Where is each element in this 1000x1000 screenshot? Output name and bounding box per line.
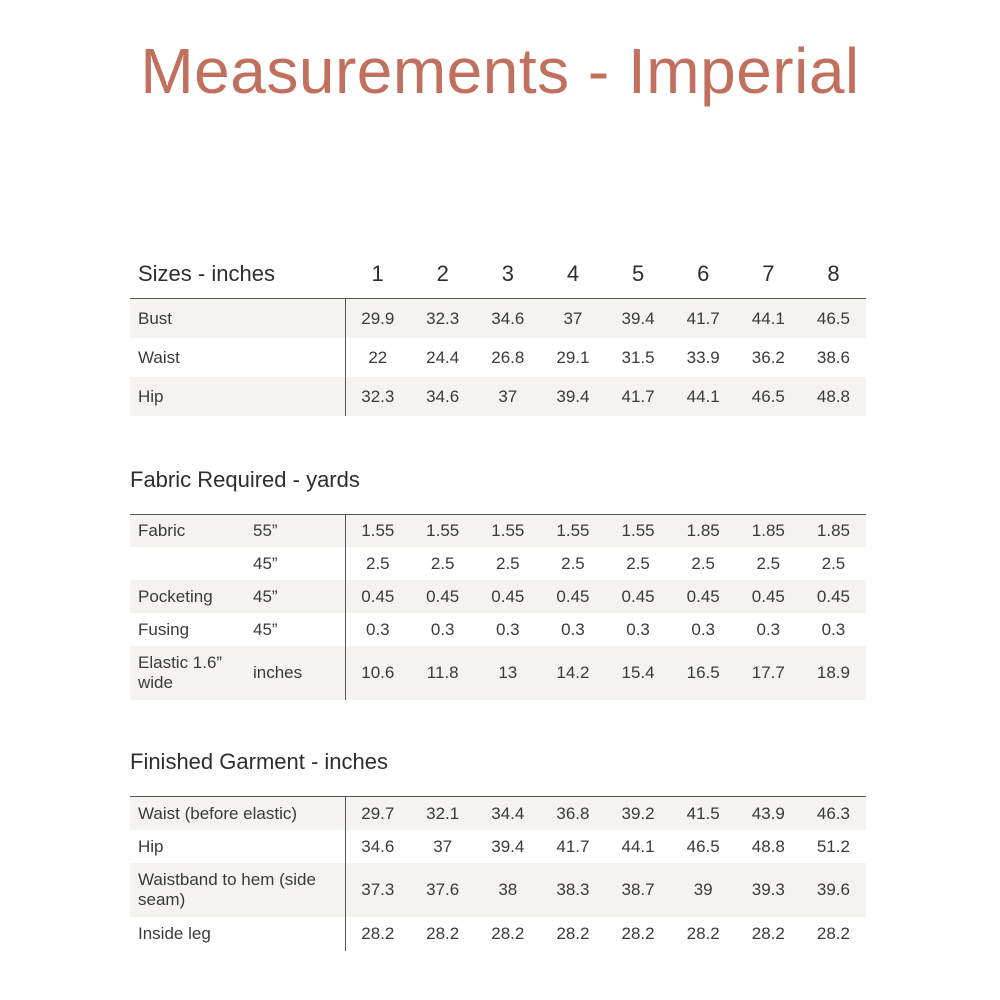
table-cell: 0.3 [561, 619, 585, 639]
table-cell: 0.45 [410, 580, 475, 613]
table-cell: 2.5 [821, 553, 846, 573]
table-cell: 36.8 [540, 797, 605, 830]
table-cell: 28.2 [621, 924, 655, 943]
finished-section [130, 744, 866, 951]
table-row [130, 338, 866, 377]
row-unit: inches [253, 646, 345, 700]
table-row [130, 580, 866, 613]
table-cell: 48.8 [801, 377, 866, 416]
table-cell: 41.7 [556, 836, 590, 856]
size-header-6: 6 [697, 261, 710, 286]
table-cell: 38 [475, 863, 540, 917]
size-header-7: 7 [762, 261, 775, 286]
table-cell: 0.45 [606, 580, 671, 613]
table-cell: 28.2 [816, 924, 850, 943]
table-cell: 39.4 [540, 377, 605, 416]
table-cell: 1.85 [736, 515, 801, 547]
table-cell: 51.2 [816, 836, 850, 856]
table-row [130, 646, 866, 700]
table-cell: 28.2 [686, 924, 720, 943]
table-cell: 0.3 [345, 613, 410, 646]
table-cell: 28.2 [426, 924, 460, 943]
table-cell: 1.55 [540, 515, 605, 547]
table-cell: 10.6 [345, 646, 410, 700]
row-unit: 45” [253, 619, 278, 639]
table-cell: 34.6 [345, 830, 410, 863]
sizes-header-row [130, 250, 866, 298]
table-cell: 39.4 [491, 836, 525, 856]
table-cell: 2.5 [561, 553, 585, 573]
row-label: Waistband to hem (side seam) [130, 863, 345, 917]
table-cell: 34.6 [410, 377, 475, 416]
table-cell: 13 [475, 646, 540, 700]
table-cell: 0.45 [801, 580, 866, 613]
table-cell: 37.6 [410, 863, 475, 917]
table-cell: 17.7 [736, 646, 801, 700]
table-cell: 0.45 [475, 580, 540, 613]
table-cell: 0.3 [430, 619, 455, 639]
table-cell: 14.2 [540, 646, 605, 700]
table-cell: 29.1 [556, 347, 590, 367]
size-header-5: 5 [631, 261, 645, 286]
fabric-section-title: Fabric Required - yards [130, 467, 360, 492]
table-cell: 1.85 [801, 515, 866, 547]
table-row [130, 797, 866, 830]
table-cell: 0.45 [345, 580, 410, 613]
row-label: Waist [138, 347, 180, 367]
table-cell: 0.3 [756, 619, 781, 639]
table-cell: 29.7 [345, 797, 410, 830]
table-cell: 46.3 [801, 797, 866, 830]
table-cell: 18.9 [801, 646, 866, 700]
row-unit: 45” [253, 580, 345, 613]
table-cell: 28.2 [556, 924, 590, 943]
table-row [130, 515, 866, 547]
table-cell: 24.4 [426, 347, 460, 367]
table-row [130, 830, 866, 863]
table-cell: 1.55 [475, 515, 540, 547]
table-cell: 39.3 [736, 863, 801, 917]
table-row [130, 917, 866, 951]
sizes-header-label: Sizes - inches [138, 261, 275, 286]
table-cell: 37 [475, 377, 540, 416]
table-row [130, 377, 866, 416]
table-row [130, 863, 866, 917]
row-label: Elastic 1.6” wide [130, 646, 253, 700]
table-cell: 41.5 [671, 797, 736, 830]
table-cell: 1.85 [671, 515, 736, 547]
table-cell: 41.7 [671, 299, 736, 338]
sizes-section [130, 250, 866, 416]
table-cell: 44.1 [671, 377, 736, 416]
table-cell: 0.45 [736, 580, 801, 613]
table-cell: 38.3 [540, 863, 605, 917]
size-header-1: 1 [371, 261, 384, 286]
table-cell: 46.5 [736, 377, 801, 416]
table-cell: 1.55 [345, 515, 410, 547]
table-cell: 39 [671, 863, 736, 917]
table-row [130, 613, 866, 646]
sizes-table [130, 299, 866, 416]
table-cell: 0.3 [626, 619, 650, 639]
table-cell: 28.2 [491, 924, 525, 943]
table-cell: 0.3 [495, 619, 520, 639]
table-cell: 39.4 [606, 299, 671, 338]
size-header-8: 8 [827, 261, 840, 286]
table-cell: 0.3 [821, 619, 846, 639]
table-cell: 33.9 [686, 347, 720, 367]
table-cell: 1.55 [606, 515, 671, 547]
size-header-3: 3 [501, 261, 514, 286]
table-cell: 36.2 [751, 347, 785, 367]
table-cell: 39.2 [606, 797, 671, 830]
table-cell: 0.45 [671, 580, 736, 613]
table-cell: 44.1 [621, 836, 655, 856]
table-cell: 34.6 [475, 299, 540, 338]
table-row [130, 547, 866, 580]
table-cell: 29.9 [345, 299, 410, 338]
table-cell: 46.5 [686, 836, 720, 856]
row-label: Fusing [138, 619, 190, 639]
table-cell: 43.9 [736, 797, 801, 830]
table-cell: 2.5 [430, 553, 455, 573]
row-label: Bust [130, 299, 345, 338]
table-cell: 44.1 [736, 299, 801, 338]
row-label: Waist (before elastic) [130, 797, 345, 830]
page-title: Measurements - Imperial [140, 35, 860, 107]
table-cell: 2.5 [756, 553, 781, 573]
table-cell: 32.1 [410, 797, 475, 830]
table-cell: 15.4 [606, 646, 671, 700]
table-cell: 26.8 [491, 347, 525, 367]
table-cell: 37.3 [345, 863, 410, 917]
size-header-4: 4 [566, 261, 580, 286]
fabric-section [130, 462, 866, 700]
table-cell: 2.5 [691, 553, 715, 573]
row-label: Hip [130, 377, 345, 416]
table-cell: 38.7 [606, 863, 671, 917]
table-cell: 41.7 [606, 377, 671, 416]
row-label [130, 547, 253, 580]
table-cell: 48.8 [751, 836, 785, 856]
row-label: Pocketing [130, 580, 253, 613]
table-cell: 16.5 [671, 646, 736, 700]
table-cell: 0.45 [540, 580, 605, 613]
table-cell: 2.5 [495, 553, 520, 573]
row-label: Inside leg [138, 924, 211, 943]
finished-section-title: Finished Garment - inches [130, 749, 388, 774]
table-cell: 31.5 [621, 347, 655, 367]
table-cell: 2.5 [345, 547, 410, 580]
table-cell: 34.4 [475, 797, 540, 830]
table-row [130, 299, 866, 338]
table-cell: 2.5 [626, 553, 650, 573]
row-label: Fabric [130, 515, 253, 547]
row-unit: 45” [253, 553, 278, 573]
row-unit: 55” [253, 515, 345, 547]
table-cell: 22 [345, 338, 410, 377]
table-cell: 39.6 [801, 863, 866, 917]
table-cell: 46.5 [801, 299, 866, 338]
table-cell: 37 [433, 836, 453, 856]
row-label: Hip [138, 836, 164, 856]
table-cell: 11.8 [410, 646, 475, 700]
table-cell: 32.3 [410, 299, 475, 338]
table-cell: 0.3 [691, 619, 715, 639]
size-header-2: 2 [436, 261, 449, 286]
table-cell: 38.6 [816, 347, 850, 367]
table-cell: 37 [540, 299, 605, 338]
table-cell: 1.55 [410, 515, 475, 547]
fabric-table [130, 515, 867, 700]
finished-table [130, 797, 866, 951]
table-cell: 28.2 [751, 924, 785, 943]
table-cell: 28.2 [345, 917, 410, 951]
table-cell: 32.3 [345, 377, 410, 416]
